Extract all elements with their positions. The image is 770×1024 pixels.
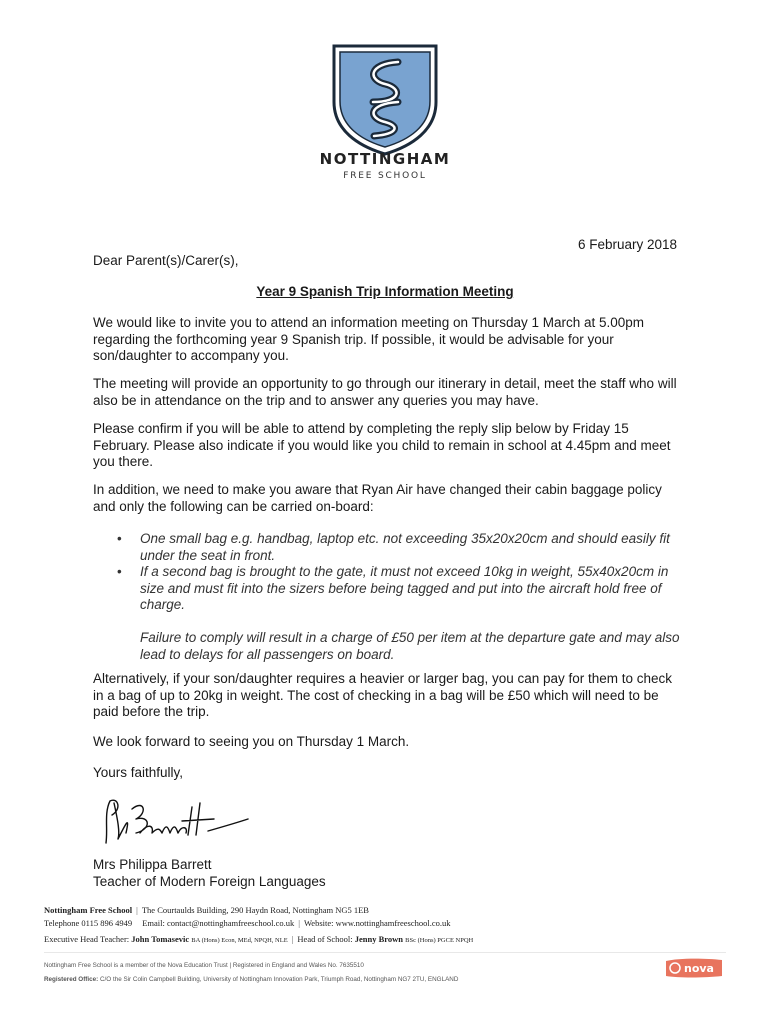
paragraph-2: The meeting will provide an opportunity to go through our itinerary in detail, meet the staff who will also be in attendance on the trip and to answer any queries you may have. [93, 376, 677, 408]
letter-subject: Year 9 Spanish Trip Information Meeting [256, 284, 514, 299]
baggage-bullet-list [93, 531, 683, 663]
footer-registered-text: C/O the Sir Colin Campbell Building, University of Nottingham Innovation Park, Triumph Road, Nottingham NG7 2TU, ENGLAND [100, 976, 459, 983]
bullet-text: If a second bag is brought to the gate, it must not exceed 10kg in weight, 55x40x20cm in size and must fit into the sizers before being tagged and put into the aircraft hold free of charge. [140, 564, 669, 613]
paragraph-6: We look forward to seeing you on Thursday 1 March. [93, 734, 410, 749]
paragraph-5: Alternatively, if your son/daughter requires a heavier or larger bag, you can pay for them to check in a bag of up to 20kg in weight. The cost of checking in a bag will be £50 which will need to be paid before the trip. [93, 671, 673, 720]
footer-staff-line: Executive Head Teacher: John Tomasevic BA (Hons) Econ, MEd, NPQH, NLE | Head of School: Jenny Brown BSc (Hons) PGCE NPQH [44, 934, 474, 944]
footer-divider [44, 952, 726, 953]
footer-registered-office [44, 976, 458, 983]
footer-exec-label: Executive Head Teacher: [44, 934, 130, 944]
bullet-item [93, 564, 683, 614]
bullet-note: Failure to comply will result in a charge of £50 per item at the departure gate and may also lead to delays for all passengers on board. [140, 629, 680, 662]
signoff: Yours faithfully, [93, 765, 184, 780]
footer-school-name: Nottingham Free School [44, 905, 133, 915]
footer-trust-line: Nottingham Free School is a member of the Nova Education Trust | Registered in England and Wales No. 7635510 [44, 962, 364, 969]
footer-address: The Courtaulds Building, 290 Haydn Road, Nottingham NG5 1EB [141, 905, 369, 915]
footer-head-label: Head of School: [297, 934, 353, 944]
bullet-icon: • [117, 531, 122, 546]
paragraph-3: Please confirm if you will be able to attend by completing the reply slip below by Friday 15 February. Please also indicate if you would like you child to remain in school at 4.45pm and meet you there. [93, 421, 671, 470]
salutation: Dear Parent(s)/Carer(s), [93, 253, 239, 268]
footer-telephone: Telephone 0115 896 4949 [44, 918, 133, 928]
footer-registered-label: Registered Office: [44, 976, 99, 983]
footer-email[interactable]: Email: contact@nottinghamfreeschool.co.uk [142, 918, 295, 928]
signatory-name: Mrs Philippa Barrett [93, 857, 212, 872]
footer-address-line: Nottingham Free School | The Courtaulds Building, 290 Haydn Road, Nottingham NG5 1EB [44, 905, 369, 915]
footer-exec-quals: BA (Hons) Econ, MEd, NPQH, NLE [191, 937, 288, 944]
footer-contact-line: Telephone 0115 896 4949 Email: contact@nottinghamfreeschool.co.uk | Website: www.nottinghamfreeschool.co.uk [44, 918, 451, 928]
nova-trust-logo [664, 957, 724, 979]
handwritten-signature [96, 793, 256, 853]
letter-date: 6 February 2018 [577, 237, 677, 252]
school-crest-logo [326, 38, 444, 156]
svg-text:nova: nova [684, 962, 714, 975]
paragraph-1: We would like to invite you to attend an information meeting on Thursday 1 March at 5.00pm regarding the forthcoming year 9 Spanish trip. If possible, it would be advisable for your son/daughter to accompany you. [93, 315, 645, 364]
school-subtitle: FREE SCHOOL [343, 171, 427, 181]
footer-head-name: Jenny Brown [354, 934, 404, 944]
bullet-text: One small bag e.g. handbag, laptop etc. not exceeding 35x20x20cm and should easily fit under the seat in front. [140, 531, 670, 563]
footer-exec-name: John Tomasevic [131, 934, 190, 944]
footer-head-quals: BSc (Hons) PGCE NPQH [405, 937, 474, 944]
bullet-item [93, 531, 683, 564]
signatory-title: Teacher of Modern Foreign Languages [93, 874, 326, 889]
bullet-icon: • [117, 564, 122, 580]
paragraph-4: In addition, we need to make you aware that Ryan Air have changed their cabin baggage policy and only the following can be carried on-board: [93, 482, 662, 514]
footer-website[interactable]: Website: www.nottinghamfreeschool.co.uk [303, 918, 451, 928]
school-name: NOTTINGHAM [319, 150, 451, 168]
